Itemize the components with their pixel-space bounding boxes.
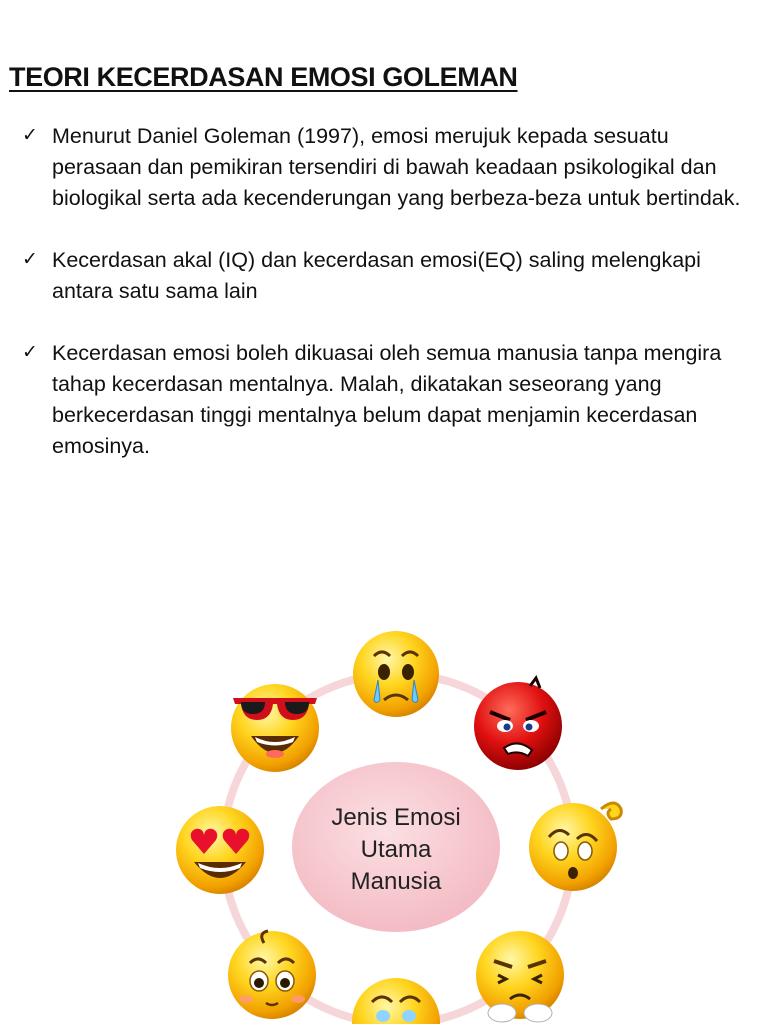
emotion-cycle-diagram	[170, 622, 640, 1024]
page-title: TEORI KECERDASAN EMOSI GOLEMAN	[9, 62, 518, 92]
bullet-text: Menurut Daniel Goleman (1997), emosi merujuk kepada sesuatu perasaan dan pemikiran tersendiri di bawah keadaan psikologikal dan biologikal serta ada kecenderungan yang berbeza-beza untuk bertindak.	[52, 124, 741, 210]
emotion-cycle-svg	[170, 622, 640, 1024]
bullet-emotional-intelligence	[22, 338, 742, 462]
bullet-goleman-definition	[22, 121, 742, 214]
frustrated-emoji-icon	[476, 931, 564, 1022]
tearful-emoji-icon	[352, 978, 440, 1024]
check-icon: ✓	[22, 248, 38, 270]
center-label-line-2: Utama	[360, 836, 432, 863]
check-icon: ✓	[22, 124, 38, 146]
center-label-line-1: Jenis Emosi	[331, 804, 461, 831]
angry-emoji-icon	[474, 678, 562, 770]
cool-sunglasses-emoji-icon	[231, 684, 319, 772]
bullet-text: Kecerdasan emosi boleh dikuasai oleh semua manusia tanpa mengira tahap kecerdasan mentalnya. Malah, dikatakan seseorang yang berkecerdasan tinggi mentalnya belum dapat menjamin kecerdasan emosinya.	[52, 341, 722, 458]
crying-emoji-icon	[353, 631, 439, 717]
center-label-line-3: Manusia	[350, 868, 442, 895]
confused-emoji-icon	[529, 803, 621, 891]
bullet-list	[22, 121, 742, 493]
shy-emoji-icon	[228, 931, 316, 1019]
bullet-iq-eq	[22, 245, 742, 307]
bullet-text: Kecerdasan akal (IQ) dan kecerdasan emosi(EQ) saling melengkapi antara satu sama lain	[52, 248, 701, 303]
love-emoji-icon	[176, 806, 264, 894]
check-icon: ✓	[22, 341, 38, 363]
